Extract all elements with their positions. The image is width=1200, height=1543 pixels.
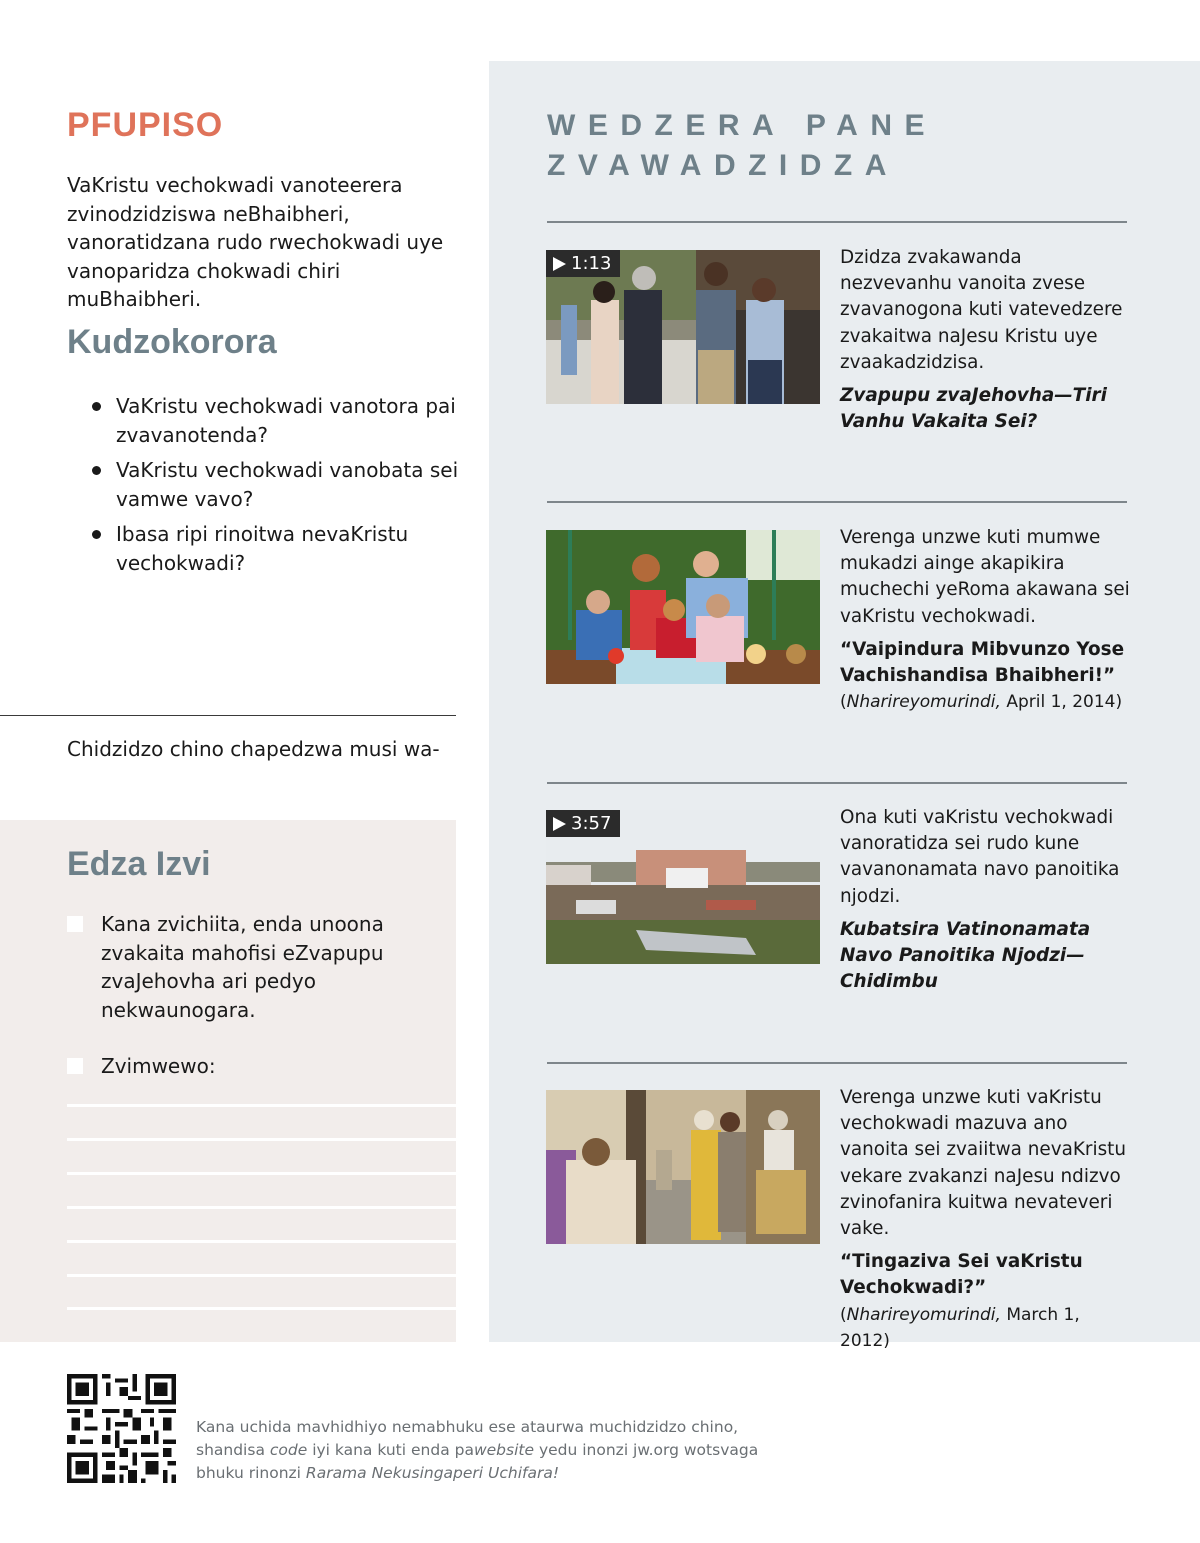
bullet-icon: [92, 466, 101, 475]
try-this-title: Edza Izvi: [67, 845, 211, 883]
todo-item-visit-office[interactable]: [67, 910, 437, 1024]
review-item-text: VaKristu vechokwadi vanotora pai zvavanotenda?: [116, 394, 456, 447]
todo-item-other[interactable]: [67, 1052, 437, 1081]
writing-line[interactable]: [67, 1104, 456, 1107]
family-meal-image: [546, 530, 820, 684]
play-icon: [553, 257, 566, 271]
divider: [0, 715, 456, 716]
resource-title-link[interactable]: “Vaipindura Mibvunzo Yose Vachishandisa Bhaibheri!”: [840, 638, 1125, 687]
resource-description: [840, 245, 1130, 435]
resource-source: (Nharireyomurindi, April 1, 2014): [840, 692, 1123, 713]
video-duration-badge[interactable]: [546, 810, 620, 837]
resource-description-text: Verenga unzwe kuti mumwe mukadzi ainge akapikira muchechi yeRoma akawana sei vaKristu vechokwadi.: [840, 527, 1130, 627]
source-publication: Nharireyomurindi,: [846, 692, 1001, 713]
resource-description: [840, 525, 1130, 715]
resource-reference[interactable]: [840, 1249, 1130, 1354]
resource-description-text: Ona kuti vaKristu vechokwadi vanoratidza sei rudo kune vavanonamata navo panoitika njodzi.: [840, 807, 1120, 907]
divider: [547, 221, 1127, 223]
divider: [547, 501, 1127, 503]
resource-description-text: Dzidza zvakawanda nezvevanhu vanoita zvese zvavanogona kuti vatevedzere zvakaitwa naJesu Kristu uye zvaakadzidzisa.: [840, 247, 1123, 373]
review-item: [92, 520, 462, 577]
writing-line[interactable]: [67, 1274, 456, 1277]
resource-reference[interactable]: [840, 383, 1130, 435]
source-publication: Nharireyomurindi,: [846, 1304, 1001, 1325]
divider: [547, 782, 1127, 784]
source-date: April 1, 2014): [1006, 692, 1123, 713]
resource-description-text: Verenga unzwe kuti vaKristu vechokwadi mazuva ano vanoita sei zvaiitwa nevaKristu vekare zvakanzi naJesu ndizvo zvinofanira kuitwa nevateveri vake.: [840, 1087, 1127, 1240]
todo-item-text: Kana zvichiita, enda unoona zvakaita mahofisi eZvapupu zvaJehovha ari pedyo nekwaunogara.: [101, 912, 384, 1022]
learn-more-panel: [489, 61, 1200, 1351]
writing-line[interactable]: [67, 1172, 456, 1175]
review-title: Kudzokorora: [67, 323, 277, 361]
footer-instructions: [196, 1416, 776, 1485]
bullet-icon: [92, 402, 101, 411]
checkbox[interactable]: [67, 916, 83, 932]
review-item: [92, 392, 462, 449]
footer-text-part: iyi kana kuti enda pa: [307, 1441, 474, 1459]
todo-item-text: Zvimwewo:: [101, 1054, 216, 1078]
article-thumbnail[interactable]: [546, 1090, 820, 1244]
footer-book-title[interactable]: Rarama Nekusingaperi Uchifara!: [305, 1464, 560, 1482]
footer-code-word: code: [269, 1441, 308, 1459]
checkbox[interactable]: [67, 1058, 83, 1074]
summary-title: PFUPISO: [67, 106, 224, 144]
video-thumbnail[interactable]: [546, 250, 820, 404]
resource-description: [840, 805, 1130, 995]
summary-text: VaKristu vechokwadi vanoteerera zvinodzidziswa neBhaibheri, vanoratidzana rudo rwechokwadi uye vanoparidza chokwadi chiri muBhaibheri.: [67, 173, 444, 311]
video-thumbnail[interactable]: [546, 810, 820, 964]
resource-description: [840, 1085, 1130, 1354]
resource-source: (Nharireyomurindi, March 1, 2012): [840, 1304, 1080, 1351]
completion-date-label: Chidzidzo chino chapedzwa musi wa-: [67, 737, 440, 761]
footer-website-word: website: [473, 1441, 535, 1459]
video-duration: 1:13: [571, 253, 612, 274]
review-list: [92, 392, 462, 584]
video-duration: 3:57: [571, 813, 612, 834]
try-this-box: [0, 820, 456, 1342]
divider: [547, 1062, 1127, 1064]
resource-reference[interactable]: [840, 917, 1130, 996]
qr-code[interactable]: [67, 1374, 176, 1483]
review-item-text: Ibasa ripi rinoitwa nevaKristu vechokwadi?: [116, 522, 409, 575]
ancient-street-painting-image: [546, 1090, 820, 1244]
resource-reference[interactable]: [840, 637, 1130, 716]
bullet-icon: [92, 530, 101, 539]
footer-text-part: Kana uchida mavhidhiyo nemabhuku ese ataurwa muchidzidzo chino, shandisa: [196, 1418, 739, 1459]
video-duration-badge[interactable]: [546, 250, 620, 277]
footer-text-part: yedu inonzi jw.org wotsvaga bhuku rinonzi: [196, 1441, 759, 1482]
play-icon: [553, 817, 566, 831]
resource-title-link[interactable]: Zvapupu zvaJehovha—Tiri Vanhu Vakaita Sei?: [840, 385, 1107, 433]
writing-line[interactable]: [67, 1307, 456, 1310]
learn-more-title: WEDZERA PANE ZVAWADZIDZA: [547, 109, 937, 182]
writing-line[interactable]: [67, 1240, 456, 1243]
resource-title-link[interactable]: “Tingaziva Sei vaKristu Vechokwadi?”: [840, 1251, 1083, 1299]
article-thumbnail[interactable]: [546, 530, 820, 684]
writing-line[interactable]: [67, 1138, 456, 1141]
review-item-text: VaKristu vechokwadi vanobata sei vamwe vavo?: [116, 458, 459, 511]
writing-line[interactable]: [67, 1206, 456, 1209]
review-item: [92, 456, 462, 513]
resource-title-link[interactable]: Kubatsira Vatinonamata Navo Panoitika Njodzi—Chidimbu: [840, 918, 1091, 993]
source-date: March 1, 2012): [840, 1304, 1080, 1351]
